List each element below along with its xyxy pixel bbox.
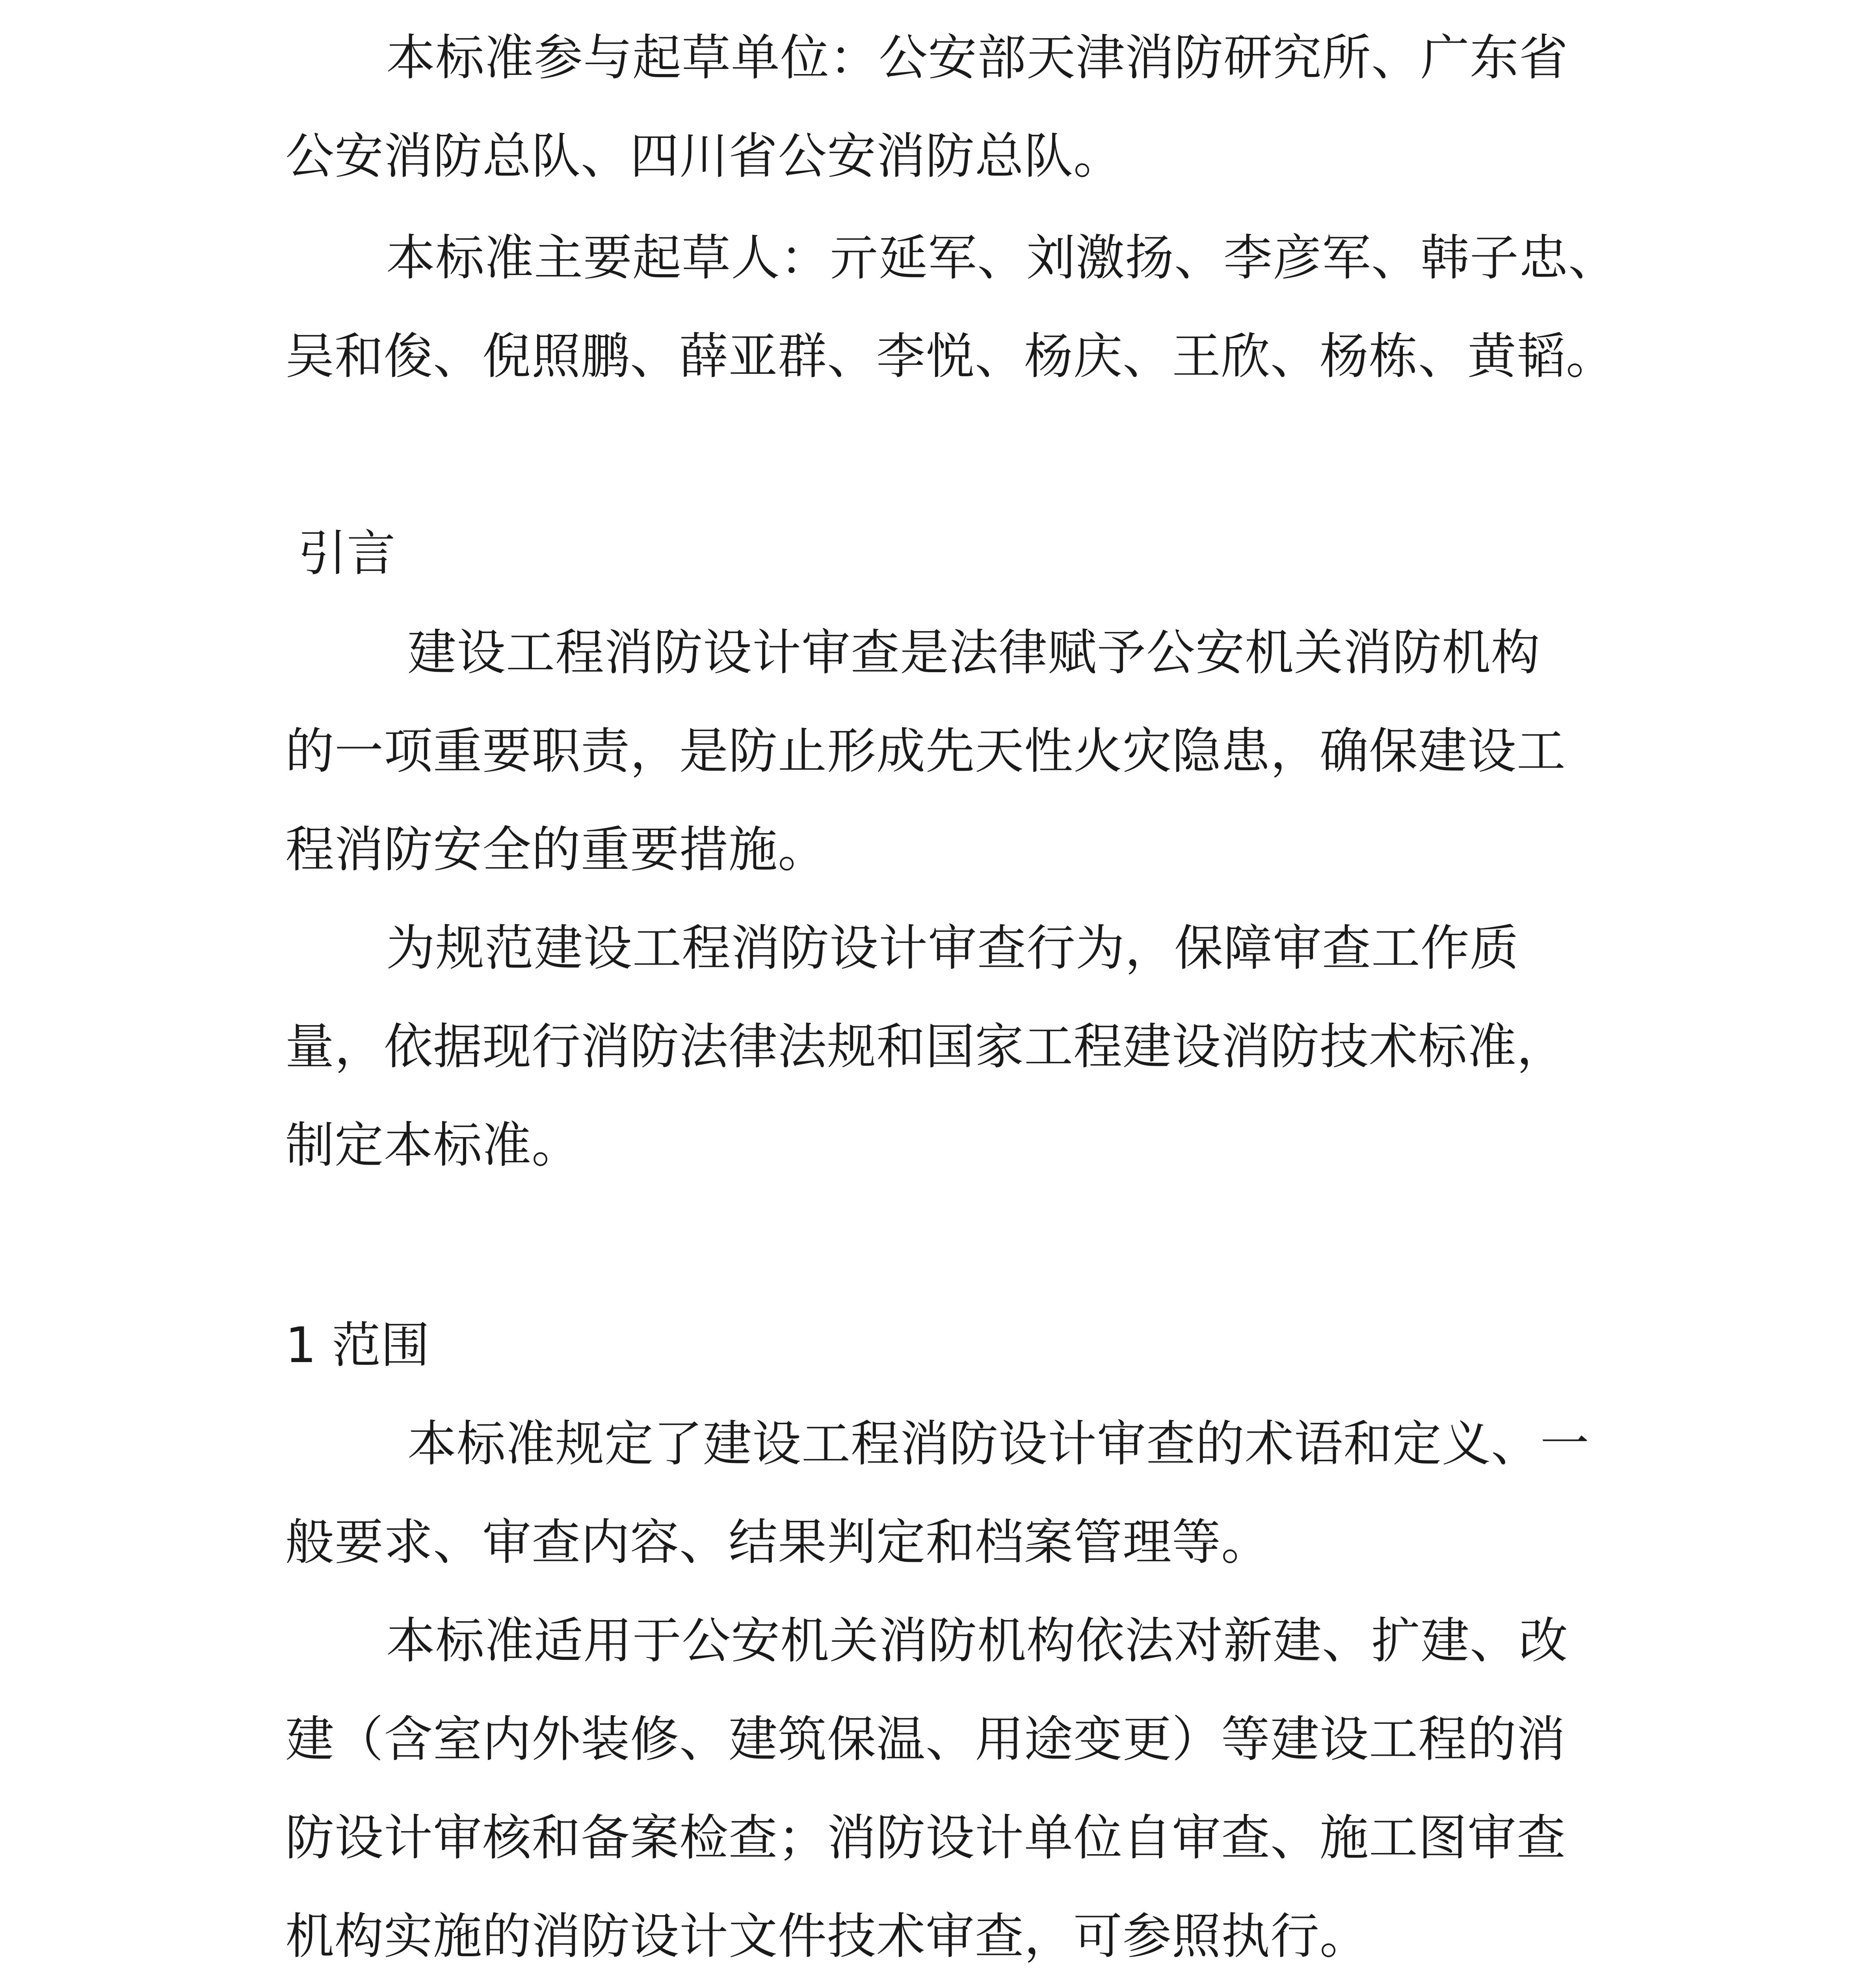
scope-p1-line-1: 本标准规定了建设工程消防设计审查的术语和定义、一 (407, 1416, 1590, 1472)
scope-p2-line-2: 建（含室内外装修、建筑保温、用途变更）等建设工程的消 (285, 1711, 1566, 1768)
main-drafters-line-2: 吴和俊、倪照鹏、薛亚群、李悦、杨庆、王欣、杨栋、黄韬。 (285, 328, 1616, 385)
scope-p2-line-3: 防设计审核和备案检查；消防设计单位自审查、施工图审查 (285, 1810, 1566, 1866)
participating-units-paragraph (285, 9, 1613, 206)
introduction-p1-line-1: 建设工程消防设计审查是法律赋予公安机关消防机构 (407, 624, 1541, 681)
introduction-p1-line-2: 的一项重要职责，是防止形成先天性火灾隐患，确保建设工 (285, 723, 1566, 780)
introduction-paragraph-2 (285, 899, 1613, 1195)
scope-p2-line-4: 机构实施的消防设计文件技术审查，可参照执行。 (285, 1908, 1369, 1965)
introduction-p2-line-2: 量，依据现行消防法律法规和国家工程建设消防技术标准， (285, 1018, 1566, 1075)
scope-heading: 1 范围 (285, 1317, 430, 1374)
main-drafters-line-1: 本标准主要起草人：亓延军、刘激扬、李彦军、韩子忠、 (386, 230, 1618, 286)
scope-p1-line-2: 般要求、审查内容、结果判定和档案管理等。 (285, 1514, 1271, 1571)
introduction-p2-line-3: 制定本标准。 (285, 1117, 581, 1174)
scope-p2-line-1: 本标准适用于公安机关消防机构依法对新建、扩建、改 (386, 1613, 1569, 1669)
introduction-p1-line-3: 程消防安全的重要措施。 (285, 821, 827, 878)
introduction-p2-line-1: 为规范建设工程消防设计审查行为，保障审查工作质 (386, 920, 1519, 977)
main-drafters-paragraph (285, 209, 1618, 406)
introduction-heading: 引言 (298, 525, 396, 582)
participating-units-line-1: 本标准参与起草单位：公安部天津消防研究所、广东省 (386, 30, 1569, 86)
scope-paragraph-1 (285, 1395, 1613, 1592)
participating-units-line-2: 公安消防总队、四川省公安消防总队。 (285, 128, 1123, 185)
scope-paragraph-2 (285, 1592, 1613, 1970)
introduction-paragraph-1 (285, 604, 1613, 899)
